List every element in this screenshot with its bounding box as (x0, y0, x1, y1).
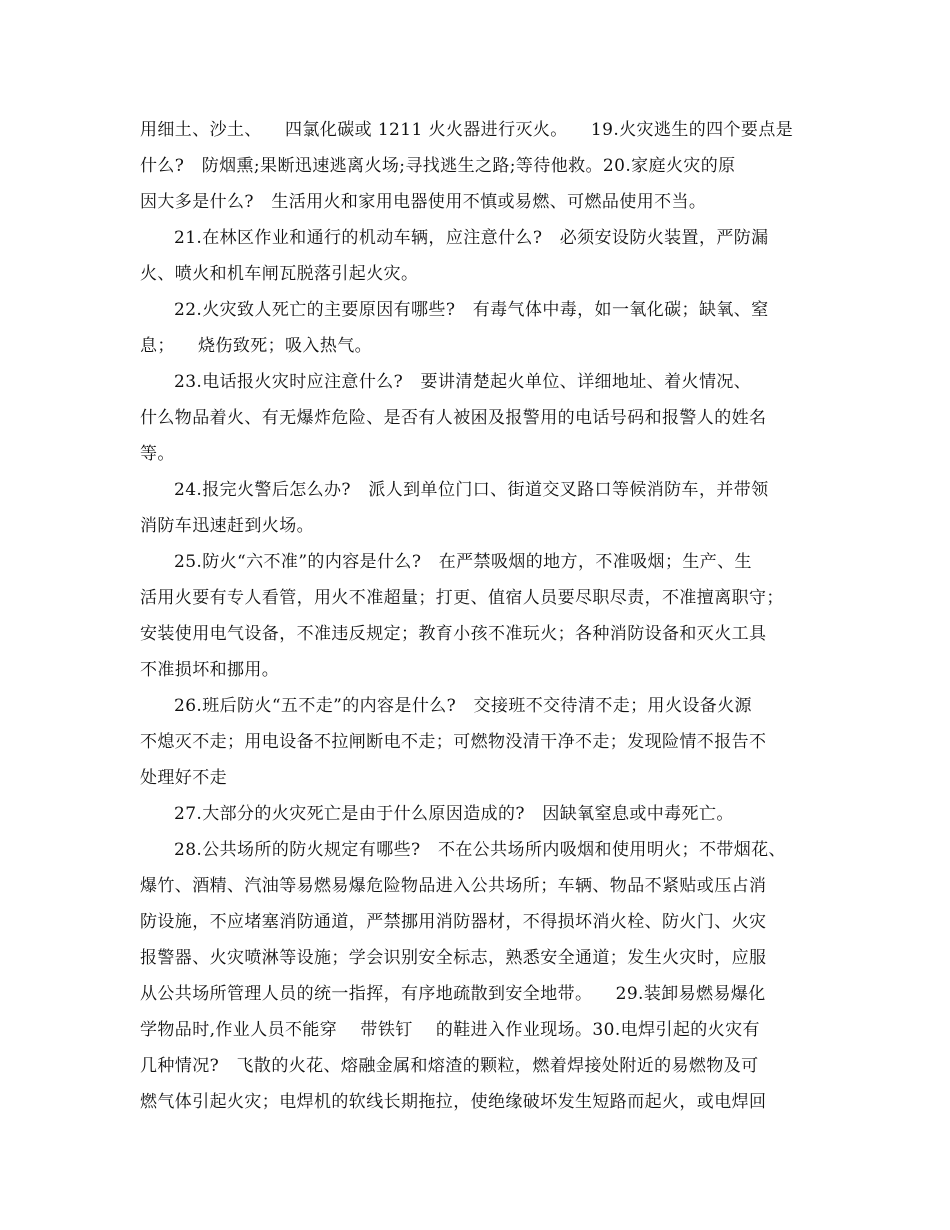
text-line: 什么? 防烟熏;果断迅速逃离火场;寻找逃生之路;等待他救。20.家庭火灾的原 (140, 156, 736, 176)
text-line: 报警器、火灾喷淋等设施；学会识别安全标志，熟悉安全通道；发生火灾时，应服 (140, 948, 767, 968)
text-line: 燃气体引起火灾；电焊机的软线长期拖拉，使绝缘破坏发生短路而起火，或电焊回 (140, 1092, 767, 1112)
text-line: 火、喷火和机车闸瓦脱落引起火灾。 (140, 264, 419, 284)
text-line: 26.班后防火“五不走”的内容是什么? 交接班不交待清不走；用火设备火源 (174, 696, 752, 716)
text-line: 28.公共场所的防火规定有哪些? 不在公共场所内吸烟和使用明火；不带烟花、 (174, 840, 786, 860)
text-line: 学物品时,作业人员不能穿 带铁钉 的鞋进入作业现场。30.电焊引起的火灾有 (140, 1020, 760, 1040)
text-line: 防设施，不应堵塞消防通道，严禁挪用消防器材，不得损坏消火栓、防火门、火灾 (140, 912, 767, 932)
text-line: 爆竹、酒精、汽油等易燃易爆危险物品进入公共场所；车辆、物品不紧贴或压占消 (140, 876, 767, 896)
text-line: 不熄灭不走；用电设备不拉闸断电不走；可燃物没清干净不走；发现险情不报告不 (140, 732, 767, 752)
text-line: 23.电话报火灾时应注意什么? 要讲清楚起火单位、详细地址、着火情况、 (174, 372, 752, 392)
text-line: 21.在林区作业和通行的机动车辆，应注意什么? 必须安设防火装置，严防漏 (174, 228, 769, 248)
text-line: 从公共场所管理人员的统一指挥，有序地疏散到安全地带。 29.装卸易燃易爆化 (140, 984, 766, 1004)
text-line: 息； 烧伤致死；吸入热气。 (140, 336, 373, 356)
text-line: 因大多是什么? 生活用火和家用电器使用不慎或易燃、可燃品使用不当。 (140, 192, 707, 212)
text-line: 22.火灾致人死亡的主要原因有哪些? 有毒气体中毒，如一氧化碳；缺氧、窒 (174, 300, 769, 320)
text-line: 不准损坏和挪用。 (140, 660, 280, 680)
text-line: 活用火要有专人看管，用火不准超量；打更、值宿人员要尽职尽责，不准擅离职守； (140, 588, 784, 608)
text-line: 什么物品着火、有无爆炸危险、是否有人被困及报警用的电话号码和报警人的姓名 (140, 408, 767, 428)
text-line: 处理好不走 (140, 768, 227, 788)
text-line: 等。 (140, 444, 175, 464)
text-line: 消防车迅速赶到火场。 (140, 516, 314, 536)
text-line: 27.大部分的火灾死亡是由于什么原因造成的? 因缺氧窒息或中毒死亡。 (174, 804, 734, 824)
text-line: 用细土、沙土、 四氯化碳或 1211 火火器进行灭火。 19.火灾逃生的四个要点是 (140, 120, 794, 140)
text-line: 几种情况? 飞散的火花、熔融金属和熔渣的颗粒，燃着焊接处附近的易燃物及可 (140, 1056, 759, 1076)
text-line: 24.报完火警后怎么办? 派人到单位门口、街道交叉路口等候消防车，并带领 (174, 480, 769, 500)
text-line: 安装使用电气设备，不准违反规定；教育小孩不准玩火；各种消防设备和灭火工具 (140, 624, 767, 644)
text-line: 25.防火“六不准”的内容是什么? 在严禁吸烟的地方，不准吸烟；生产、生 (174, 552, 752, 572)
